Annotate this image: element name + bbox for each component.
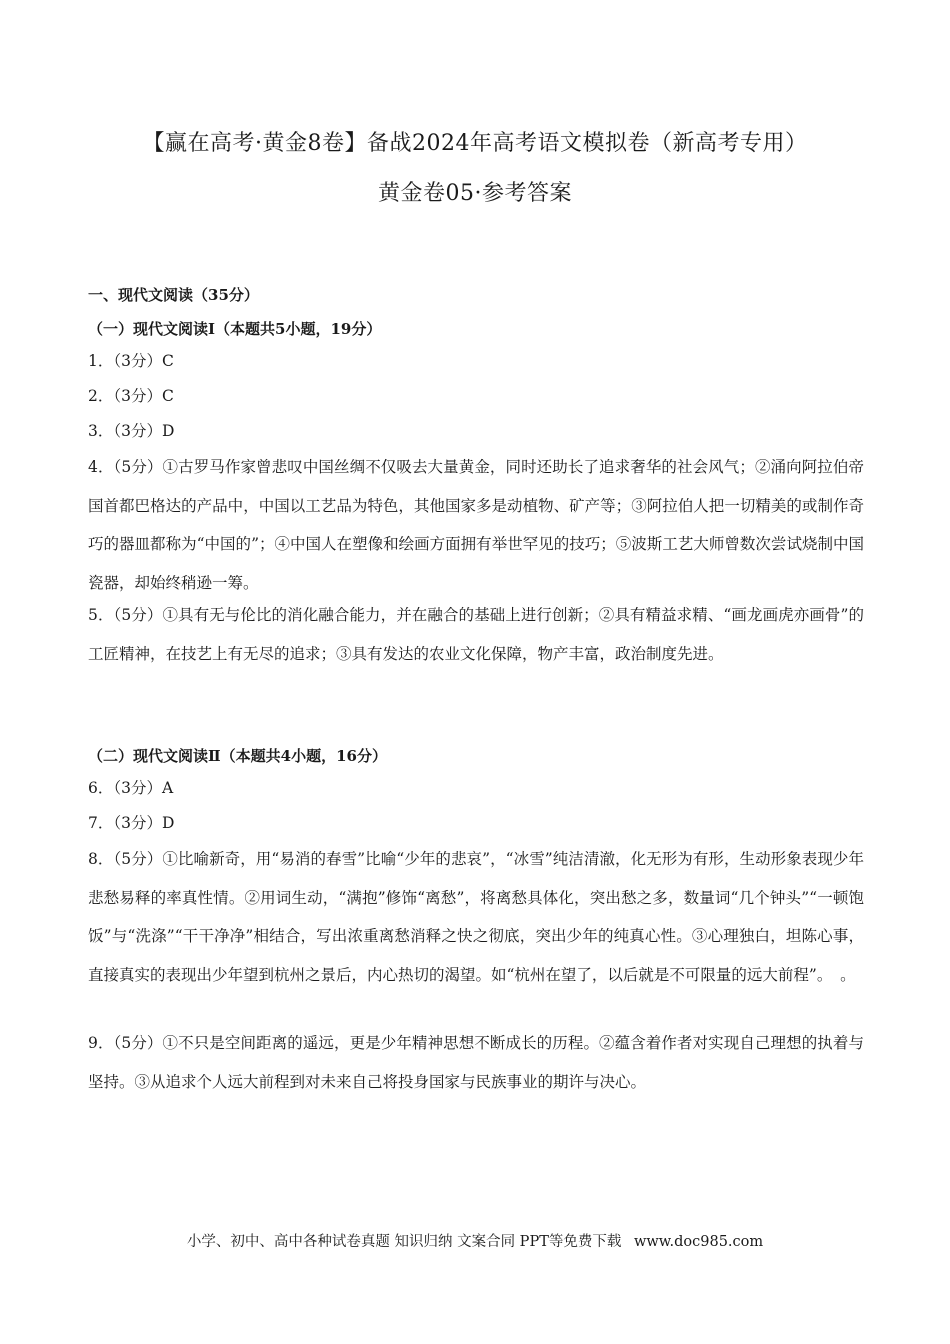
part2-heading: （二）现代文阅读Ⅱ（本题共4小题，16分） (88, 747, 387, 765)
section-heading: 一、现代文阅读（35分） (88, 286, 259, 304)
footer-url[interactable]: www.doc985.com (633, 1234, 764, 1250)
answer-item-1: 1．（3分）C (88, 352, 174, 370)
footer-text: 小学、初中、高中各种试卷真题 知识归纳 文案合同 PPT等免费下载 (186, 1234, 622, 1250)
part1-heading: （一）现代文阅读Ⅰ（本题共5小题，19分） (88, 320, 382, 338)
document-subtitle: 黄金卷05·参考答案 (378, 181, 572, 206)
answer-item-8: 8．（5分）①比喻新奇，用“易消的春雪”比喻“少年的悲哀”，“冰雪”纯洁清澈，化无形为有形，生动形象表现少年悲愁易释的率真性情。②用词生动，“满抱”修饰“离愁”，将离愁具体化，突出愁之多，数量词“几个钟头”“一顿饱饭”与“洗涤”“干干净净”相结合，写出浓重离愁消释之快之彻底，突出少年的纯真心性。③心理独白，坦陈心事，直接真实的表现出少年望到杭州之景后，内心热切的渴望。如“杭州在望了，以后就是不可限量的远大前程”。 。 (88, 850, 864, 984)
answer-item-3: 3．（3分）D (88, 422, 175, 440)
answer-item-5: 5．（5分）①具有无与伦比的消化融合能力，并在融合的基础上进行创新；②具有精益求精、“画龙画虎亦画骨”的工匠精神，在技艺上有无尽的追求；③具有发达的农业文化保障，物产丰富，政治制度先进。 (88, 606, 864, 663)
answer-item-9: 9．（5分）①不只是空间距离的遥远，更是少年精神思想不断成长的历程。②蕴含着作者对实现自己理想的执着与坚持。③从追求个人远大前程到对未来自己将投身国家与民族事业的期许与决心。 (88, 1034, 864, 1091)
answer-item-4: 4．（5分）①古罗马作家曾悲叹中国丝绸不仅吸去大量黄金，同时还助长了追求奢华的社会风气；②涌向阿拉伯帝国首都巴格达的产品中，中国以工艺品为特色，其他国家多是动植物、矿产等；③阿拉伯人把一切精美的或制作奇巧的器皿都称为“中国的”；④中国人在塑像和绘画方面拥有举世罕见的技巧；⑤波斯工艺大师曾数次尝试烧制中国瓷器，却始终稍逊一筹。 (88, 458, 864, 592)
answer-item-7: 7．（3分）D (88, 814, 175, 832)
answer-item-6: 6．（3分）A (88, 779, 174, 797)
document-title: 【赢在高考·黄金8卷】备战2024年高考语文模拟卷（新高考专用） (142, 131, 808, 156)
page-footer (0, 1230, 950, 1251)
answer-item-2: 2．（3分）C (88, 387, 174, 405)
